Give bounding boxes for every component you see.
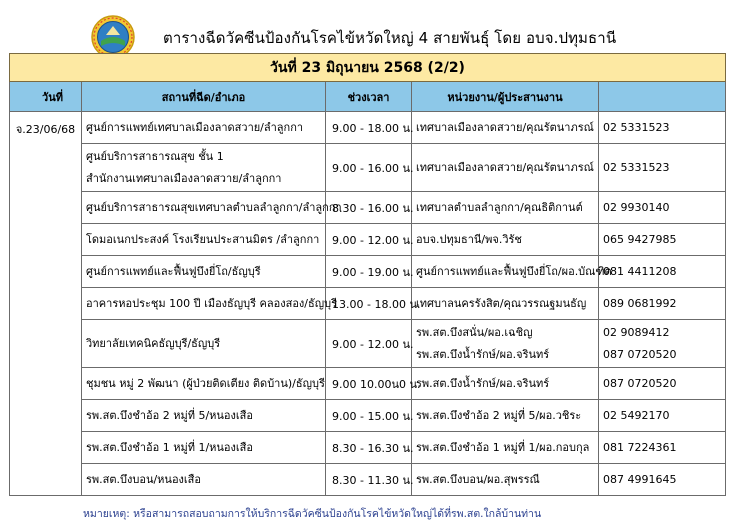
place-cell-line: ศูนย์บริการสาธารณสุข ชั้น 1 [86, 149, 224, 163]
place-cell [82, 192, 342, 224]
table-row [10, 368, 726, 400]
time-cell: 9.00 - 18.00 น. [326, 112, 412, 144]
phone-cell-line: 081 4411208 [603, 264, 677, 278]
phone-cell [599, 224, 726, 256]
phone-cell-line: 087 0720520 [603, 347, 677, 361]
place-cell [82, 432, 326, 464]
place-cell-line: โดมอเนกประสงค์ โรงเรียนประสานมิตร /ลำลูกกา [86, 232, 320, 246]
table-row [10, 144, 726, 192]
place-cell [82, 464, 326, 496]
agency-cell-line: อบจ.ปทุมธานี/พจ.วิรัช [416, 232, 522, 246]
agency-cell-line: เทศบาลนครรังสิต/คุณวรรณฐมนธัญ [416, 296, 587, 310]
vaccination-schedule-table [9, 53, 726, 496]
time-cell: 13.00 - 18.00 น. [326, 288, 412, 320]
time-cell: 8.30 - 16.00 น. [326, 192, 412, 224]
agency-cell-line: รพ.สต.บึงสนั่น/ผอ.เฉชิญ [416, 325, 533, 339]
place-cell-line: รพ.สต.บึงชำอ้อ 2 หมู่ที่ 5/หนองเสือ [86, 408, 253, 422]
time-cell: 8.30 - 11.30 น. [326, 464, 412, 496]
phone-cell-line: 02 9930140 [603, 200, 670, 214]
phone-cell [599, 256, 726, 288]
agency-cell [412, 144, 599, 192]
time-cell: 9.00 10.00น0 น. [326, 368, 412, 400]
table-row [10, 256, 726, 288]
agency-cell-line: รพ.สต.บึงบอน/ผอ.สุพรรณี [416, 472, 540, 486]
table-row [10, 432, 726, 464]
place-cell [82, 112, 326, 144]
agency-cell [412, 464, 599, 496]
time-cell: 9.00 - 12.00 น. [326, 320, 412, 368]
date-heading: วันที่ 23 มิถุนายน 2568 (2/2) [10, 54, 726, 82]
date-cell: จ.23/06/68 [10, 112, 82, 496]
place-cell [82, 256, 326, 288]
col-header-agency: หน่วยงาน/ผู้ประสานงาน [412, 82, 599, 112]
place-cell [82, 144, 326, 192]
place-cell [82, 400, 326, 432]
place-cell-line: อาคารหอประชุม 100 ปี เมืองธัญบุรี คลองสอง/ธัญบุรี [86, 296, 337, 310]
phone-cell [599, 400, 726, 432]
table-row [10, 288, 726, 320]
phone-cell-line: 02 9089412 [603, 325, 670, 339]
agency-cell [412, 432, 599, 464]
phone-cell-line: 02 5492170 [603, 408, 670, 422]
time-cell: 9.00 - 15.00 น. [326, 400, 412, 432]
date-heading-row [10, 54, 726, 82]
time-cell: 8.30 - 16.30 น. [326, 432, 412, 464]
place-cell-line: รพ.สต.บึงบอน/หนองเสือ [86, 472, 202, 486]
table-row [10, 400, 726, 432]
place-cell-line: รพ.สต.บึงชำอ้อ 1 หมู่ที่ 1/หนองเสือ [86, 440, 253, 454]
time-cell: 9.00 - 16.00 น. [326, 144, 412, 192]
agency-cell [412, 112, 599, 144]
phone-cell [599, 320, 726, 368]
phone-cell [599, 192, 726, 224]
table-row [10, 192, 726, 224]
place-cell-line: สำนักงานเทศบาลเมืองลาดสวาย/ลำลูกกา [86, 171, 282, 185]
agency-cell-line: รพ.สต.บึงชำอ้อ 1 หมู่ที่ 1/ผอ.กอบกุล [416, 440, 590, 454]
phone-cell [599, 112, 726, 144]
footnote: หมายเหตุ: หรือสามารถสอบถามการให้บริการฉีดวัคซีนป้องกันโรคไข้หวัดใหญ่ได้ที่รพ.สต.ใกล้บ้านท่าน [83, 508, 542, 520]
place-cell-line: ศูนย์บริการสาธารณสุขเทศบาลตำบลลำลูกกา/ลำลูกกา [86, 200, 342, 214]
phone-cell [599, 464, 726, 496]
agency-cell-line: เทศบาลตำบลลำลูกกา/คุณธิติกานต์ [416, 200, 583, 214]
agency-cell [412, 224, 599, 256]
place-cell [82, 320, 326, 368]
col-header-phone [599, 82, 726, 112]
agency-cell-line: เทศบาลเมืองลาดสวาย/คุณรัตนาภรณ์ [416, 120, 594, 134]
place-cell [82, 288, 337, 320]
agency-cell-line: เทศบาลเมืองลาดสวาย/คุณรัตนาภรณ์ [416, 160, 594, 174]
table-row [10, 112, 726, 144]
time-cell: 9.00 - 12.00 น. [326, 224, 412, 256]
phone-cell-line: 081 7224361 [603, 440, 677, 454]
phone-cell-line: 087 0720520 [603, 376, 677, 390]
agency-cell-line: รพ.สต.บึงน้ำรักษ์/ผอ.จรินทร์ [416, 347, 550, 361]
agency-cell [412, 288, 599, 320]
agency-cell [412, 368, 599, 400]
col-header-time: ช่วงเวลา [326, 82, 412, 112]
agency-cell-line: ศูนย์การแพทย์และฟื้นฟูบึงยี่โถ/ผอ.บัณฑิต [416, 264, 612, 278]
phone-cell-line: 087 4991645 [603, 472, 677, 486]
table-row [10, 224, 726, 256]
agency-cell [412, 192, 599, 224]
phone-cell [599, 288, 726, 320]
agency-cell [412, 320, 599, 368]
phone-cell-line: 02 5331523 [603, 120, 670, 134]
place-cell-line: ศูนย์การแพทย์และฟื้นฟูบึงยี่โถ/ธัญบุรี [86, 264, 261, 278]
place-cell [82, 368, 326, 400]
agency-cell-line: รพ.สต.บึงชำอ้อ 2 หมู่ที่ 5/ผอ.วชิระ [416, 408, 582, 422]
phone-cell-line: 089 0681992 [603, 296, 677, 310]
phone-cell-line: 02 5331523 [603, 160, 670, 174]
agency-cell [412, 400, 599, 432]
phone-cell [599, 368, 726, 400]
agency-cell [412, 256, 612, 288]
col-header-date: วันที่ [10, 82, 82, 112]
agency-cell-line: รพ.สต.บึงน้ำรักษ์/ผอ.จรินทร์ [416, 376, 550, 390]
phone-cell [599, 432, 726, 464]
col-header-place: สถานที่ฉีด/อำเภอ [82, 82, 326, 112]
place-cell-line: ชุมชน หมู่ 2 พัฒนา (ผู้ป่วยติดเตียง ติดบ้าน)/ธัญบุรี [86, 376, 325, 390]
phone-cell-line: 065 9427985 [603, 232, 677, 246]
place-cell-line: วิทยาลัยเทคนิคธัญบุรี/ธัญบุรี [86, 336, 221, 350]
table-row [10, 320, 726, 368]
phone-cell [599, 144, 726, 192]
table-row [10, 464, 726, 496]
place-cell-line: ศูนย์การแพทย์เทศบาลเมืองลาดสวาย/ลำลูกกา [86, 120, 304, 134]
time-cell: 9.00 - 19.00 น. [326, 256, 412, 288]
document-title: ตารางฉีดวัคซีนป้องกันโรคไข้หวัดใหญ่ 4 สายพันธุ์ โดย อบจ.ปทุมธานี [163, 29, 617, 47]
table-header-row [10, 82, 726, 112]
place-cell [82, 224, 326, 256]
